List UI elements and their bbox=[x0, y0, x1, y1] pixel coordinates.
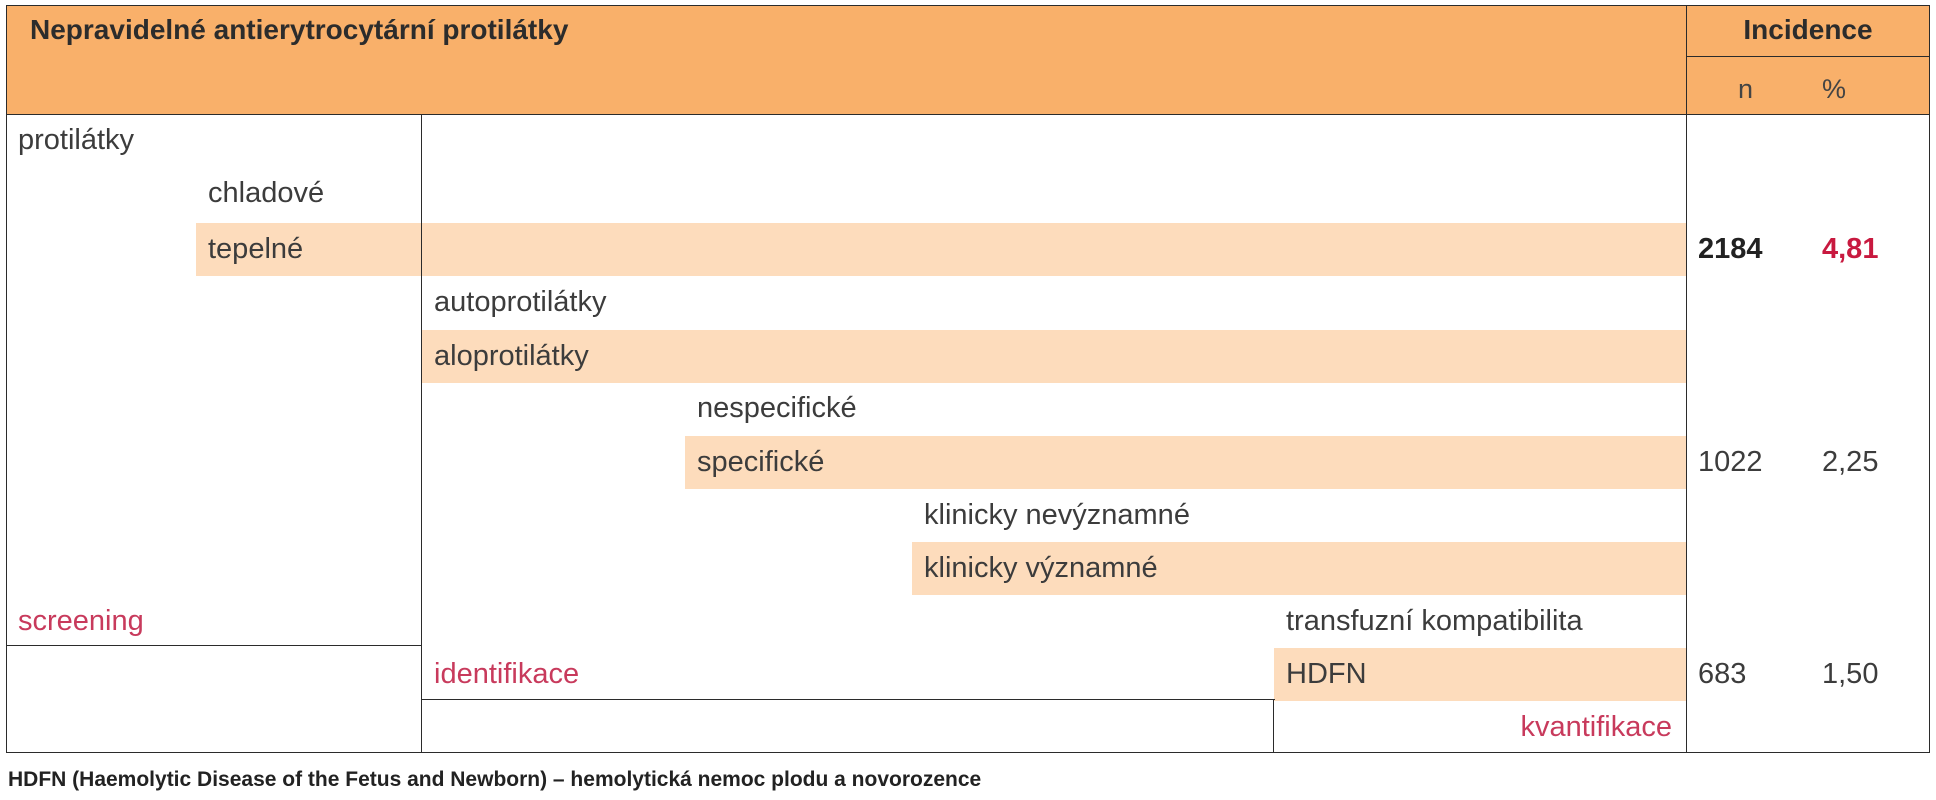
label-aloprotilatky: aloprotilátky bbox=[434, 340, 589, 372]
method-screening: screening bbox=[18, 605, 144, 637]
incidence-pct-hdfn: 1,50 bbox=[1822, 658, 1879, 690]
label-autoprotilatky: autoprotilátky bbox=[434, 286, 607, 318]
footnote: HDFN (Haemolytic Disease of the Fetus and Newborn) – hemolytická nemoc plodu a novorozence bbox=[8, 768, 982, 791]
band-specificke bbox=[685, 436, 1686, 489]
label-tepelne: tepelné bbox=[208, 233, 304, 265]
label-protilatky: protilátky bbox=[18, 124, 135, 156]
label-chladove: chladové bbox=[208, 177, 325, 209]
divider-col1 bbox=[421, 115, 422, 753]
incidence-pct-tepelne: 4,81 bbox=[1822, 233, 1879, 265]
label-nespecificke: nespecifické bbox=[697, 392, 857, 424]
divider-identifikace bbox=[421, 699, 1275, 700]
incidence-pct-specificke: 2,25 bbox=[1822, 446, 1879, 478]
label-klinicky-nevyznamne: klinicky nevýznamné bbox=[924, 499, 1190, 531]
band-tepelne bbox=[196, 223, 1686, 276]
label-klinicky-vyznamne: klinicky významné bbox=[924, 552, 1158, 584]
method-identifikace: identifikace bbox=[434, 658, 580, 690]
divider-incidence bbox=[1686, 5, 1687, 753]
incidence-header: Incidence bbox=[1743, 14, 1873, 45]
label-transfuzni-kompatibilita: transfuzní kompatibilita bbox=[1286, 605, 1583, 637]
divider-incidence-header bbox=[1686, 56, 1930, 57]
incidence-n-hdfn: 683 bbox=[1698, 658, 1747, 690]
incidence-n-tepelne: 2184 bbox=[1698, 233, 1763, 265]
method-kvantifikace: kvantifikace bbox=[1520, 711, 1672, 743]
column-n-header: n bbox=[1738, 74, 1754, 104]
band-aloprotilatky bbox=[422, 330, 1686, 383]
table-title: Nepravidelné antierytrocytární protilátky bbox=[30, 14, 569, 45]
label-hdfn: HDFN bbox=[1286, 658, 1367, 690]
column-pct-header: % bbox=[1822, 74, 1847, 104]
divider-screening bbox=[6, 645, 422, 646]
incidence-n-specificke: 1022 bbox=[1698, 446, 1763, 478]
label-specificke: specifické bbox=[697, 446, 825, 478]
